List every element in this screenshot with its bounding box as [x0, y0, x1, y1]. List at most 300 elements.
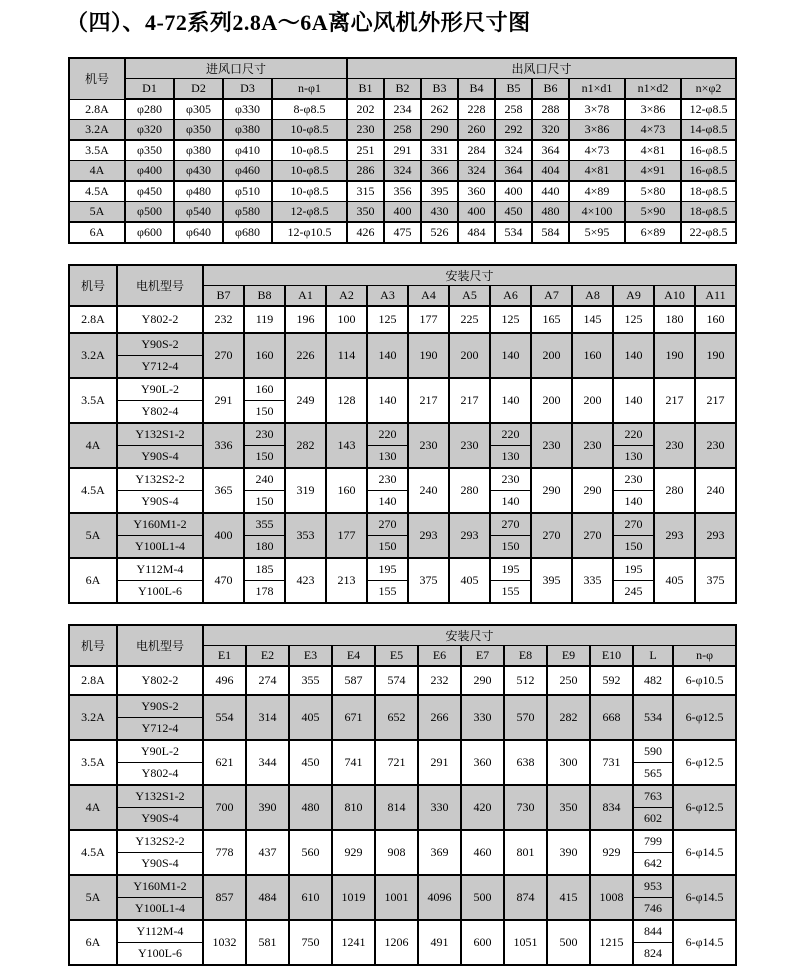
value-cell: 874 — [504, 875, 547, 920]
value-cell: 145 — [572, 306, 613, 333]
value-cell: 369 — [418, 830, 461, 875]
value-cell: 140 — [613, 333, 654, 378]
value-cell: 200 — [449, 333, 490, 378]
value-cell: 587 — [332, 666, 375, 695]
value-cell: 423 — [285, 558, 326, 603]
value-cell: 315 — [347, 181, 384, 202]
inlet-outlet-dimensions-table — [68, 57, 737, 244]
value-cell: 177 — [326, 513, 367, 558]
value-cell: 251 — [347, 140, 384, 161]
motor-cell: Y90S-4 — [117, 808, 203, 831]
machine-cell: 3.2A — [69, 120, 125, 141]
value-cell: 140 — [490, 333, 531, 378]
value-cell: 500 — [547, 920, 590, 965]
value-cell: 366 — [421, 161, 458, 182]
value-cell: 3×86 — [625, 99, 681, 120]
value-cell: 400 — [203, 513, 244, 558]
motor-cell: Y132S2-2 — [117, 830, 203, 853]
value-cell: 230 — [347, 120, 384, 141]
motor-cell: Y160M1-2 — [117, 875, 203, 898]
value-cell: 324 — [495, 140, 532, 161]
value-cell: 195 — [613, 558, 654, 581]
value-cell: 355 — [244, 513, 285, 536]
value-cell: φ350 — [125, 140, 174, 161]
group-header: 安装尺寸 — [203, 265, 736, 286]
column-header: A7 — [531, 286, 572, 307]
column-header: B7 — [203, 286, 244, 307]
value-cell: 4×81 — [569, 161, 625, 182]
value-cell: 750 — [289, 920, 332, 965]
value-cell: 290 — [531, 468, 572, 513]
value-cell: 16-φ8.5 — [681, 161, 736, 182]
machine-cell: 4A — [69, 423, 117, 468]
value-cell: φ305 — [174, 99, 223, 120]
value-cell: 293 — [654, 513, 695, 558]
value-cell: 3×86 — [569, 120, 625, 141]
motor-cell: Y90S-2 — [117, 695, 203, 718]
value-cell: φ480 — [174, 181, 223, 202]
motor-cell: Y802-2 — [117, 306, 203, 333]
value-cell: 190 — [408, 333, 449, 378]
value-cell: 590 — [633, 740, 673, 763]
value-cell: φ680 — [223, 222, 272, 243]
value-cell: 234 — [384, 99, 421, 120]
motor-cell: Y132S1-2 — [117, 785, 203, 808]
machine-cell: 2.8A — [69, 99, 125, 120]
value-cell: 293 — [408, 513, 449, 558]
value-cell: 10-φ8.5 — [272, 140, 347, 161]
machine-no-header: 机号 — [69, 265, 117, 306]
value-cell: 230 — [613, 468, 654, 491]
column-header: B8 — [244, 286, 285, 307]
value-cell: 484 — [246, 875, 289, 920]
value-cell: 291 — [203, 378, 244, 423]
document-page — [0, 10, 800, 973]
value-cell: 282 — [285, 423, 326, 468]
value-cell: 18-φ8.5 — [681, 202, 736, 223]
value-cell: 292 — [495, 120, 532, 141]
value-cell: 150 — [367, 536, 408, 559]
value-cell: 395 — [531, 558, 572, 603]
value-cell: φ640 — [174, 222, 223, 243]
value-cell: 291 — [384, 140, 421, 161]
value-cell: 213 — [326, 558, 367, 603]
value-cell: 195 — [490, 558, 531, 581]
value-cell: 324 — [458, 161, 495, 182]
value-cell: 400 — [384, 202, 421, 223]
value-cell: 270 — [490, 513, 531, 536]
value-cell: φ580 — [223, 202, 272, 223]
value-cell: 232 — [203, 306, 244, 333]
value-cell: 475 — [384, 222, 421, 243]
value-cell: 319 — [285, 468, 326, 513]
column-header: B3 — [421, 79, 458, 100]
value-cell: 908 — [375, 830, 418, 875]
value-cell: 160 — [695, 306, 736, 333]
value-cell: 150 — [244, 446, 285, 469]
value-cell: 1241 — [332, 920, 375, 965]
value-cell: 128 — [326, 378, 367, 423]
value-cell: 390 — [246, 785, 289, 830]
value-cell: 437 — [246, 830, 289, 875]
value-cell: 228 — [458, 99, 495, 120]
value-cell: 293 — [449, 513, 490, 558]
value-cell: 3×78 — [569, 99, 625, 120]
value-cell: 220 — [613, 423, 654, 446]
value-cell: 4×73 — [625, 120, 681, 141]
value-cell: 405 — [654, 558, 695, 603]
group-header: 出风口尺寸 — [347, 58, 736, 79]
value-cell: 200 — [572, 378, 613, 423]
motor-cell: Y112M-4 — [117, 558, 203, 581]
value-cell: 260 — [458, 120, 495, 141]
value-cell: 4096 — [418, 875, 461, 920]
value-cell: 642 — [633, 853, 673, 876]
column-header: A2 — [326, 286, 367, 307]
motor-cell: Y132S1-2 — [117, 423, 203, 446]
machine-cell: 6A — [69, 222, 125, 243]
value-cell: 1206 — [375, 920, 418, 965]
value-cell: φ280 — [125, 99, 174, 120]
column-header: n-φ — [673, 646, 736, 667]
machine-cell: 5A — [69, 875, 117, 920]
value-cell: 258 — [495, 99, 532, 120]
value-cell: 114 — [326, 333, 367, 378]
value-cell: 249 — [285, 378, 326, 423]
value-cell: 10-φ8.5 — [272, 181, 347, 202]
value-cell: 290 — [421, 120, 458, 141]
column-header: A5 — [449, 286, 490, 307]
value-cell: 778 — [203, 830, 246, 875]
value-cell: 1051 — [504, 920, 547, 965]
value-cell: 200 — [531, 333, 572, 378]
column-header: A1 — [285, 286, 326, 307]
value-cell: 668 — [590, 695, 633, 740]
value-cell: 1008 — [590, 875, 633, 920]
value-cell: 700 — [203, 785, 246, 830]
value-cell: 196 — [285, 306, 326, 333]
value-cell: 18-φ8.5 — [681, 181, 736, 202]
value-cell: 375 — [408, 558, 449, 603]
value-cell: 10-φ8.5 — [272, 161, 347, 182]
value-cell: 12-φ8.5 — [272, 202, 347, 223]
value-cell: 621 — [203, 740, 246, 785]
value-cell: φ450 — [125, 181, 174, 202]
value-cell: 5×80 — [625, 181, 681, 202]
value-cell: 390 — [547, 830, 590, 875]
value-cell: 180 — [654, 306, 695, 333]
column-header: E10 — [590, 646, 633, 667]
value-cell: 335 — [572, 558, 613, 603]
motor-cell: Y90L-2 — [117, 740, 203, 763]
value-cell: 554 — [203, 695, 246, 740]
motor-cell: Y100L1-4 — [117, 536, 203, 559]
value-cell: 202 — [347, 99, 384, 120]
value-cell: 330 — [418, 785, 461, 830]
column-header: A4 — [408, 286, 449, 307]
value-cell: 217 — [654, 378, 695, 423]
value-cell: 610 — [289, 875, 332, 920]
motor-cell: Y90S-2 — [117, 333, 203, 356]
value-cell: 230 — [367, 468, 408, 491]
installation-dimensions-table-a — [68, 264, 737, 604]
value-cell: 217 — [408, 378, 449, 423]
machine-cell: 4.5A — [69, 830, 117, 875]
value-cell: 314 — [246, 695, 289, 740]
value-cell: 560 — [289, 830, 332, 875]
column-header: A8 — [572, 286, 613, 307]
column-header: A10 — [654, 286, 695, 307]
column-header: E8 — [504, 646, 547, 667]
value-cell: 150 — [490, 536, 531, 559]
value-cell: 844 — [633, 920, 673, 943]
value-cell: 270 — [572, 513, 613, 558]
column-header: B1 — [347, 79, 384, 100]
value-cell: 6-φ10.5 — [673, 666, 736, 695]
value-cell: 22-φ8.5 — [681, 222, 736, 243]
value-cell: 344 — [246, 740, 289, 785]
machine-no-header: 机号 — [69, 625, 117, 666]
column-header: E1 — [203, 646, 246, 667]
value-cell: 426 — [347, 222, 384, 243]
value-cell: 331 — [421, 140, 458, 161]
value-cell: 324 — [384, 161, 421, 182]
value-cell: 400 — [458, 202, 495, 223]
value-cell: 288 — [532, 99, 569, 120]
machine-cell: 3.2A — [69, 333, 117, 378]
machine-cell: 3.5A — [69, 140, 125, 161]
value-cell: 415 — [547, 875, 590, 920]
value-cell: 12-φ10.5 — [272, 222, 347, 243]
group-header: 进风口尺寸 — [125, 58, 347, 79]
value-cell: 405 — [449, 558, 490, 603]
value-cell: 258 — [384, 120, 421, 141]
motor-cell: Y712-4 — [117, 718, 203, 741]
value-cell: 534 — [495, 222, 532, 243]
value-cell: 230 — [695, 423, 736, 468]
value-cell: 320 — [532, 120, 569, 141]
value-cell: 584 — [532, 222, 569, 243]
group-header: 安装尺寸 — [203, 625, 736, 646]
motor-cell: Y112M-4 — [117, 920, 203, 943]
value-cell: 270 — [613, 513, 654, 536]
column-header: B2 — [384, 79, 421, 100]
value-cell: 245 — [613, 581, 654, 604]
value-cell: 12-φ8.5 — [681, 99, 736, 120]
value-cell: 671 — [332, 695, 375, 740]
value-cell: 6-φ12.5 — [673, 740, 736, 785]
value-cell: 375 — [695, 558, 736, 603]
value-cell: 262 — [421, 99, 458, 120]
value-cell: 470 — [203, 558, 244, 603]
value-cell: 293 — [695, 513, 736, 558]
machine-cell: 4A — [69, 785, 117, 830]
column-header: B4 — [458, 79, 495, 100]
value-cell: 929 — [332, 830, 375, 875]
machine-cell: 5A — [69, 513, 117, 558]
value-cell: 266 — [418, 695, 461, 740]
value-cell: 140 — [490, 378, 531, 423]
value-cell: 165 — [531, 306, 572, 333]
column-header: A9 — [613, 286, 654, 307]
value-cell: 953 — [633, 875, 673, 898]
motor-cell: Y802-4 — [117, 763, 203, 786]
value-cell: 534 — [633, 695, 673, 740]
value-cell: 185 — [244, 558, 285, 581]
value-cell: 824 — [633, 943, 673, 966]
motor-cell: Y90S-4 — [117, 853, 203, 876]
value-cell: φ510 — [223, 181, 272, 202]
value-cell: 4×81 — [625, 140, 681, 161]
value-cell: φ350 — [174, 120, 223, 141]
value-cell: 125 — [367, 306, 408, 333]
column-header: n1×d1 — [569, 79, 625, 100]
value-cell: 1032 — [203, 920, 246, 965]
value-cell: 491 — [418, 920, 461, 965]
value-cell: 1019 — [332, 875, 375, 920]
column-header: L — [633, 646, 673, 667]
value-cell: 810 — [332, 785, 375, 830]
value-cell: 10-φ8.5 — [272, 120, 347, 141]
installation-dimensions-table-e — [68, 624, 737, 966]
value-cell: 450 — [289, 740, 332, 785]
value-cell: 592 — [590, 666, 633, 695]
value-cell: 200 — [531, 378, 572, 423]
machine-cell: 3.2A — [69, 695, 117, 740]
value-cell: 284 — [458, 140, 495, 161]
value-cell: φ430 — [174, 161, 223, 182]
machine-cell: 4.5A — [69, 468, 117, 513]
page-title: （四）、4-72系列2.8A～6A离心风机外形尺寸图 — [66, 10, 531, 35]
value-cell: 230 — [572, 423, 613, 468]
value-cell: φ400 — [125, 161, 174, 182]
motor-cell: Y100L1-4 — [117, 898, 203, 921]
value-cell: 290 — [461, 666, 504, 695]
machine-cell: 4.5A — [69, 181, 125, 202]
value-cell: 220 — [367, 423, 408, 446]
column-header: D1 — [125, 79, 174, 100]
value-cell: φ320 — [125, 120, 174, 141]
value-cell: 360 — [458, 181, 495, 202]
value-cell: 14-φ8.5 — [681, 120, 736, 141]
machine-cell: 5A — [69, 202, 125, 223]
motor-cell: Y90L-2 — [117, 378, 203, 401]
value-cell: 240 — [244, 468, 285, 491]
column-header: B6 — [532, 79, 569, 100]
value-cell: 140 — [613, 491, 654, 514]
value-cell: 395 — [421, 181, 458, 202]
value-cell: 190 — [695, 333, 736, 378]
machine-cell: 6A — [69, 558, 117, 603]
value-cell: φ380 — [223, 120, 272, 141]
value-cell: 731 — [590, 740, 633, 785]
value-cell: 350 — [347, 202, 384, 223]
value-cell: 500 — [461, 875, 504, 920]
value-cell: 857 — [203, 875, 246, 920]
value-cell: 746 — [633, 898, 673, 921]
column-header: n1×d2 — [625, 79, 681, 100]
value-cell: 270 — [531, 513, 572, 558]
value-cell: 364 — [532, 140, 569, 161]
value-cell: 574 — [375, 666, 418, 695]
value-cell: 404 — [532, 161, 569, 182]
value-cell: 130 — [490, 446, 531, 469]
value-cell: 450 — [495, 202, 532, 223]
motor-cell: Y712-4 — [117, 356, 203, 379]
value-cell: 763 — [633, 785, 673, 808]
value-cell: 929 — [590, 830, 633, 875]
motor-cell: Y90S-4 — [117, 446, 203, 469]
value-cell: 16-φ8.5 — [681, 140, 736, 161]
value-cell: 140 — [613, 378, 654, 423]
value-cell: 834 — [590, 785, 633, 830]
value-cell: 1215 — [590, 920, 633, 965]
value-cell: φ540 — [174, 202, 223, 223]
value-cell: 1001 — [375, 875, 418, 920]
value-cell: 130 — [367, 446, 408, 469]
value-cell: 220 — [490, 423, 531, 446]
column-header: D2 — [174, 79, 223, 100]
machine-cell: 2.8A — [69, 306, 117, 333]
value-cell: 160 — [572, 333, 613, 378]
value-cell: 336 — [203, 423, 244, 468]
value-cell: 526 — [421, 222, 458, 243]
value-cell: φ600 — [125, 222, 174, 243]
machine-no-header: 机号 — [69, 58, 125, 99]
machine-cell: 2.8A — [69, 666, 117, 695]
value-cell: 570 — [504, 695, 547, 740]
value-cell: 177 — [408, 306, 449, 333]
value-cell: 5×90 — [625, 202, 681, 223]
value-cell: φ460 — [223, 161, 272, 182]
motor-cell: Y132S2-2 — [117, 468, 203, 491]
motor-cell: Y90S-4 — [117, 491, 203, 514]
value-cell: 364 — [495, 161, 532, 182]
value-cell: 125 — [613, 306, 654, 333]
value-cell: 280 — [654, 468, 695, 513]
column-header: n-φ1 — [272, 79, 347, 100]
value-cell: 155 — [367, 581, 408, 604]
value-cell: 6-φ12.5 — [673, 695, 736, 740]
value-cell: 496 — [203, 666, 246, 695]
value-cell: 270 — [367, 513, 408, 536]
column-header: B5 — [495, 79, 532, 100]
value-cell: 565 — [633, 763, 673, 786]
value-cell: 600 — [461, 920, 504, 965]
value-cell: 195 — [367, 558, 408, 581]
value-cell: 125 — [490, 306, 531, 333]
value-cell: 230 — [449, 423, 490, 468]
value-cell: 5×95 — [569, 222, 625, 243]
value-cell: 250 — [547, 666, 590, 695]
value-cell: 226 — [285, 333, 326, 378]
column-header: D3 — [223, 79, 272, 100]
column-header: E3 — [289, 646, 332, 667]
value-cell: 512 — [504, 666, 547, 695]
value-cell: 638 — [504, 740, 547, 785]
value-cell: 801 — [504, 830, 547, 875]
value-cell: 150 — [244, 401, 285, 424]
value-cell: 420 — [461, 785, 504, 830]
value-cell: 140 — [367, 491, 408, 514]
value-cell: 225 — [449, 306, 490, 333]
value-cell: 150 — [613, 536, 654, 559]
value-cell: 4×100 — [569, 202, 625, 223]
value-cell: 6-φ12.5 — [673, 785, 736, 830]
column-header: A6 — [490, 286, 531, 307]
value-cell: 353 — [285, 513, 326, 558]
value-cell: φ330 — [223, 99, 272, 120]
